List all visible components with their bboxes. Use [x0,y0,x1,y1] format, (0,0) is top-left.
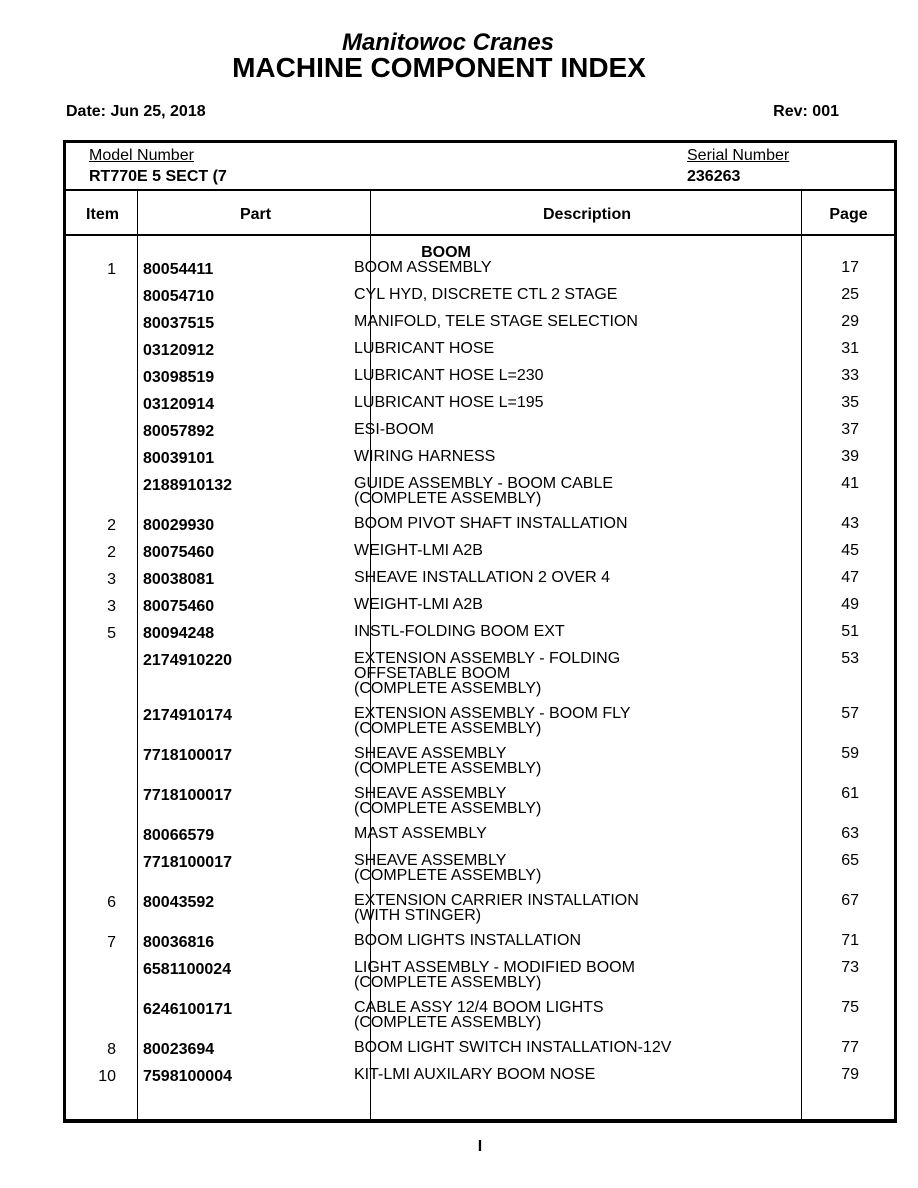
row-part-number: 80075460 [143,544,215,561]
row-description-line: CABLE ASSY 12/4 BOOM LIGHTS [354,999,604,1016]
model-number-value: RT770E 5 SECT (7 [89,168,227,185]
row-description [354,570,784,587]
row-page-number: 77 [841,1039,859,1056]
row-page-number: 79 [841,1066,859,1083]
row-part-number: 80029930 [143,517,215,534]
row-item-number [66,746,116,776]
row-description-line: (WITH STINGER) [354,907,482,924]
row-page-number: 53 [841,650,859,667]
table-row [66,570,891,587]
row-description-line: LIGHT ASSEMBLY - MODIFIED BOOM [354,959,635,976]
table-row [66,543,891,560]
row-item-number: 7 [107,934,116,951]
row-item-number [66,476,116,506]
table-row [66,746,891,776]
row-page-number: 75 [841,999,859,1016]
row-page-number: 71 [841,932,859,949]
row-description-line: ESI-BOOM [354,421,435,438]
row-description-line: (COMPLETE ASSEMBLY) [354,490,542,507]
row-item-number: 2 [107,544,116,561]
row-description-line: EXTENSION ASSEMBLY - BOOM FLY [354,705,631,722]
row-part-number: 6581100024 [143,961,232,978]
row-item-number [66,786,116,816]
row-part-number: 80075460 [143,598,215,615]
row-description [354,651,784,696]
row-description-line: (COMPLETE ASSEMBLY) [354,680,542,697]
table-row [66,314,891,331]
row-description-line: (COMPLETE ASSEMBLY) [354,760,542,777]
row-item-number: 3 [107,598,116,615]
row-item-number [66,422,116,439]
row-part-number: 03120914 [143,396,215,413]
row-item-number [66,826,116,843]
column-header-description: Description [542,206,631,223]
row-part-number: 80054710 [143,288,215,305]
row-description [354,1067,784,1084]
row-description [354,543,784,560]
document-date: Date: Jun 25, 2018 [66,103,206,120]
table-row [66,853,891,883]
row-description [354,826,784,843]
row-description [354,287,784,304]
row-description [354,516,784,533]
table-row [66,1040,891,1057]
row-description-line: LUBRICANT HOSE L=230 [354,367,544,384]
row-page-number: 45 [841,542,859,559]
row-description-line: LUBRICANT HOSE [354,340,495,357]
serial-number-block [687,145,789,187]
table-row [66,651,891,696]
row-item-number: 6 [107,894,116,911]
document-revision: Rev: 001 [773,103,839,120]
table-row [66,826,891,843]
row-page-number: 25 [841,286,859,303]
table-row [66,395,891,412]
row-description-line: SHEAVE INSTALLATION 2 OVER 4 [354,569,611,586]
section-title: BOOM [421,244,471,261]
table-row [66,960,891,990]
row-part-number: 7718100017 [143,854,232,871]
row-description-line: OFFSETABLE BOOM [354,665,511,682]
row-page-number: 57 [841,705,859,722]
row-description-line: SHEAVE ASSEMBLY [354,745,507,762]
row-part-number: 80039101 [143,450,215,467]
row-item-number [66,314,116,331]
row-item-number [66,651,116,696]
row-page-number: 59 [841,745,859,762]
row-page-number: 35 [841,394,859,411]
row-description-line: WEIGHT-LMI A2B [354,542,483,559]
row-description [354,786,784,816]
table-row [66,786,891,816]
row-page-number: 51 [841,623,859,640]
page-marker: I [477,1138,483,1155]
column-header-page: Page [829,206,868,223]
table-row [66,287,891,304]
row-item-number [66,706,116,736]
row-description [354,853,784,883]
table-row [66,1000,891,1030]
row-item-number: 1 [107,261,116,278]
row-item-number [66,1000,116,1030]
table-row [66,449,891,466]
table-row [66,933,891,950]
row-page-number: 43 [841,515,859,532]
table-row [66,368,891,385]
row-page-number: 65 [841,852,859,869]
row-description-line: SHEAVE ASSEMBLY [354,852,507,869]
row-part-number: 7718100017 [143,747,232,764]
row-description-line: INSTL-FOLDING BOOM EXT [354,623,565,640]
row-description-line: BOOM ASSEMBLY [354,259,492,276]
table-row [66,893,891,923]
header-divider [66,189,894,191]
table-row [66,422,891,439]
row-part-number: 80038081 [143,571,215,588]
row-item-number [66,341,116,358]
row-item-number [66,287,116,304]
row-page-number: 39 [841,448,859,465]
row-description-line: EXTENSION CARRIER INSTALLATION [354,892,639,909]
row-page-number: 37 [841,421,859,438]
row-description [354,893,784,923]
model-number-block [89,145,227,187]
row-description [354,395,784,412]
row-description-line: (COMPLETE ASSEMBLY) [354,800,542,817]
row-page-number: 63 [841,825,859,842]
row-item-number [66,449,116,466]
row-description [354,597,784,614]
row-description [354,368,784,385]
row-page-number: 47 [841,569,859,586]
row-page-number: 73 [841,959,859,976]
row-page-number: 49 [841,596,859,613]
row-page-number: 29 [841,313,859,330]
row-part-number: 7598100004 [143,1068,232,1085]
row-item-number [66,368,116,385]
brand-title: Manitowoc Cranes [341,29,555,56]
table-row [66,260,891,277]
row-description-line: WIRING HARNESS [354,448,496,465]
table-row [66,516,891,533]
row-item-number [66,960,116,990]
row-part-number: 80036816 [143,934,215,951]
table-row [66,341,891,358]
row-description [354,1040,784,1057]
column-header-item: Item [86,206,119,223]
row-part-number: 2188910132 [143,477,232,494]
row-description [354,260,784,277]
row-description-line: CYL HYD, DISCRETE CTL 2 STAGE [354,286,618,303]
row-item-number: 5 [107,625,116,642]
table-row [66,706,891,736]
row-description-line: KIT-LMI AUXILARY BOOM NOSE [354,1066,596,1083]
row-page-number: 31 [841,340,859,357]
table-row [66,597,891,614]
row-page-number: 33 [841,367,859,384]
row-description [354,1000,784,1030]
row-part-number: 80043592 [143,894,215,911]
serial-number-label: Serial Number [687,147,790,164]
row-page-number: 17 [841,259,859,276]
row-part-number: 80037515 [143,315,215,332]
row-description [354,341,784,358]
row-part-number: 80023694 [143,1041,215,1058]
row-part-number: 03098519 [143,369,215,386]
row-page-number: 61 [841,785,859,802]
row-part-number: 2174910220 [143,652,232,669]
row-item-number [66,395,116,412]
row-part-number: 80057892 [143,423,215,440]
row-description-line: WEIGHT-LMI A2B [354,596,483,613]
row-description-line: LUBRICANT HOSE L=195 [354,394,544,411]
row-description [354,624,784,641]
column-header-divider [66,234,894,236]
table-row [66,624,891,641]
row-description-line: (COMPLETE ASSEMBLY) [354,974,542,991]
row-description-line: GUIDE ASSEMBLY - BOOM CABLE [354,475,614,492]
row-item-number: 10 [98,1068,116,1085]
row-item-number: 3 [107,571,116,588]
component-list [66,245,891,1094]
row-description [354,449,784,466]
row-description-line: EXTENSION ASSEMBLY - FOLDING [354,650,621,667]
row-description [354,746,784,776]
row-description-line: (COMPLETE ASSEMBLY) [354,867,542,884]
row-part-number: 80094248 [143,625,215,642]
row-description-line: BOOM LIGHT SWITCH INSTALLATION-12V [354,1039,672,1056]
row-description-line: MAST ASSEMBLY [354,825,487,842]
row-description [354,476,784,506]
row-part-number: 2174910174 [143,707,232,724]
row-part-number: 80054411 [143,261,214,278]
row-part-number: 03120912 [143,342,215,359]
row-description-line: SHEAVE ASSEMBLY [354,785,507,802]
row-part-number: 6246100171 [143,1001,232,1018]
row-page-number: 41 [841,475,859,492]
row-description-line: BOOM PIVOT SHAFT INSTALLATION [354,515,628,532]
row-description-line: MANIFOLD, TELE STAGE SELECTION [354,313,638,330]
row-page-number: 67 [841,892,859,909]
row-description-line: (COMPLETE ASSEMBLY) [354,720,542,737]
row-part-number: 7718100017 [143,787,232,804]
row-item-number: 8 [107,1041,116,1058]
column-header-part: Part [239,206,272,223]
row-description [354,706,784,736]
table-row [66,476,891,506]
row-part-number: 80066579 [143,827,215,844]
row-item-number [66,853,116,883]
date-rev-line [66,103,839,121]
row-item-number: 2 [107,517,116,534]
row-description [354,314,784,331]
document-title: MACHINE COMPONENT INDEX [232,52,646,83]
row-description-line: BOOM LIGHTS INSTALLATION [354,932,581,949]
row-description [354,422,784,439]
serial-number-value: 236263 [687,168,741,185]
model-number-label: Model Number [89,147,194,164]
row-description-line: (COMPLETE ASSEMBLY) [354,1014,542,1031]
row-description [354,933,784,950]
row-description [354,960,784,990]
table-row [66,1067,891,1084]
